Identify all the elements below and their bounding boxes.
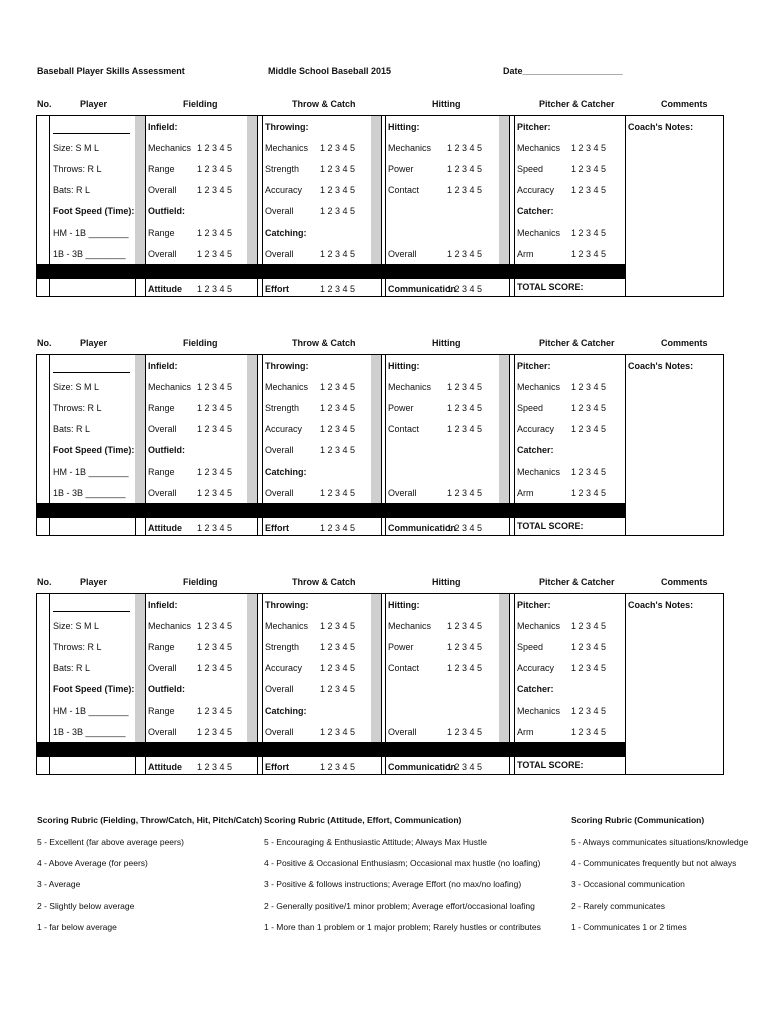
catcher-label: Catcher: <box>517 684 554 694</box>
throwing-label: Throwing: <box>265 600 309 610</box>
size-field[interactable]: Size: S M L <box>53 621 100 631</box>
size-field[interactable]: Size: S M L <box>53 382 100 392</box>
hitting-label: Hitting: <box>388 122 420 132</box>
rating-scale[interactable]: 1 2 3 4 5 <box>571 663 607 673</box>
outfield-overall-label: Overall <box>148 488 177 498</box>
rating-scale[interactable]: 1 2 3 4 5 <box>320 621 356 631</box>
rating-scale[interactable]: 1 2 3 4 5 <box>197 185 233 195</box>
pitcher-mechanics-label: Mechanics <box>517 621 561 631</box>
rating-scale[interactable]: 1 2 3 4 5 <box>447 382 483 392</box>
hitting-contact-label: Contact <box>388 663 420 673</box>
1b-3b-time-field[interactable]: 1B - 3B ________ <box>53 488 126 498</box>
coach-notes-label: Coach's Notes: <box>628 600 694 610</box>
total-score-label: TOTAL SCORE: <box>517 760 584 770</box>
rating-scale[interactable]: 1 2 3 4 5 <box>320 164 356 174</box>
player-assessment-form <box>0 99 770 315</box>
rating-scale[interactable]: 1 2 3 4 5 <box>197 706 233 716</box>
outfield-overall-label: Overall <box>148 249 177 259</box>
rubric-item: 3 - Positive & follows instructions; Average Effort (no max/no loafing) <box>264 879 522 889</box>
rating-scale[interactable]: 1 2 3 4 5 <box>447 663 483 673</box>
throwing-overall-label: Overall <box>265 684 294 694</box>
rubric-item: 5 - Excellent (far above average peers) <box>37 837 184 847</box>
col-player: Player <box>80 338 108 348</box>
hitting-overall-label: Overall <box>388 727 417 737</box>
rating-scale[interactable]: 1 2 3 4 5 <box>197 382 233 392</box>
rating-scale[interactable]: 1 2 3 4 5 <box>197 284 233 294</box>
rating-scale[interactable]: 1 2 3 4 5 <box>320 727 356 737</box>
catching-overall-label: Overall <box>265 249 294 259</box>
rubric-title: Scoring Rubric (Fielding, Throw/Catch, Hit, Pitch/Catch) <box>37 815 263 825</box>
coach-notes-label: Coach's Notes: <box>628 122 694 132</box>
rating-scale[interactable]: 1 2 3 4 5 <box>447 164 483 174</box>
hm-1b-time-field[interactable]: HM - 1B ________ <box>53 228 129 238</box>
pitcher-speed-label: Speed <box>517 642 544 652</box>
effort-label: Effort <box>265 284 289 294</box>
col-pitcher-catcher: Pitcher & Catcher <box>539 338 615 348</box>
assessment-grid <box>36 354 724 536</box>
rating-scale[interactable]: 1 2 3 4 5 <box>320 382 356 392</box>
rubric-item: 5 - Encouraging & Enthusiastic Attitude; Always Max Hustle <box>264 837 488 847</box>
foot-speed-label: Foot Speed (Time): <box>53 206 135 216</box>
col-fielding: Fielding <box>183 338 218 348</box>
col-comments: Comments <box>661 338 708 348</box>
col-throw-catch: Throw & Catch <box>292 338 356 348</box>
rating-scale[interactable]: 1 2 3 4 5 <box>197 621 233 631</box>
hm-1b-time-field[interactable]: HM - 1B ________ <box>53 467 129 477</box>
rubric-item: 4 - Above Average (for peers) <box>37 858 148 868</box>
throws-field[interactable]: Throws: R L <box>53 642 102 652</box>
rating-scale[interactable]: 1 2 3 4 5 <box>197 727 233 737</box>
rubric-item: 2 - Rarely communicates <box>571 901 666 911</box>
coach-notes-label: Coach's Notes: <box>628 361 694 371</box>
form-subtitle: Middle School Baseball 2015 <box>268 66 392 76</box>
col-comments: Comments <box>661 99 708 109</box>
rubric-item: 2 - Slightly below average <box>37 901 135 911</box>
total-score-label: TOTAL SCORE: <box>517 282 584 292</box>
rating-scale[interactable]: 1 2 3 4 5 <box>571 467 607 477</box>
rating-scale[interactable]: 1 2 3 4 5 <box>197 249 233 259</box>
hitting-label: Hitting: <box>388 600 420 610</box>
page-header <box>0 66 770 80</box>
fielding-mechanics-label: Mechanics <box>148 621 192 631</box>
bats-field[interactable]: Bats: R L <box>53 185 91 195</box>
hitting-mechanics-label: Mechanics <box>388 621 432 631</box>
rating-scale[interactable]: 1 2 3 4 5 <box>197 164 233 174</box>
outfield-label: Outfield: <box>148 206 185 216</box>
rubric-item: 4 - Communicates frequently but not always <box>571 858 737 868</box>
hitting-power-label: Power <box>388 403 414 413</box>
fielding-mechanics-label: Mechanics <box>148 382 192 392</box>
catching-overall-label: Overall <box>265 727 294 737</box>
rating-scale[interactable]: 1 2 3 4 5 <box>571 185 607 195</box>
player-assessment-form <box>0 577 770 793</box>
rubric-title: Scoring Rubric (Communication) <box>571 815 705 825</box>
rubric-item: 3 - Occasional communication <box>571 879 685 889</box>
catching-label: Catching: <box>265 228 307 238</box>
player-assessment-form <box>0 338 770 554</box>
communication-label: Communication <box>388 762 457 772</box>
rating-scale[interactable]: 1 2 3 4 5 <box>320 445 356 455</box>
foot-speed-label: Foot Speed (Time): <box>53 684 135 694</box>
throwing-mechanics-label: Mechanics <box>265 143 309 153</box>
rubric-item: 5 - Always communicates situations/knowledge <box>571 837 749 847</box>
catching-overall-label: Overall <box>265 488 294 498</box>
rating-scale[interactable]: 1 2 3 4 5 <box>197 143 233 153</box>
throwing-overall-label: Overall <box>265 206 294 216</box>
rating-scale[interactable]: 1 2 3 4 5 <box>571 621 607 631</box>
hitting-mechanics-label: Mechanics <box>388 382 432 392</box>
size-field[interactable]: Size: S M L <box>53 143 100 153</box>
column-headers <box>0 99 770 115</box>
pitcher-mechanics-label: Mechanics <box>517 382 561 392</box>
rating-scale[interactable]: 1 2 3 4 5 <box>447 642 483 652</box>
rating-scale[interactable]: 1 2 3 4 5 <box>447 621 483 631</box>
rating-scale[interactable]: 1 2 3 4 5 <box>571 727 607 737</box>
throwing-overall-label: Overall <box>265 445 294 455</box>
rating-scale[interactable]: 1 2 3 4 5 <box>447 424 483 434</box>
infield-label: Infield: <box>148 122 178 132</box>
col-player: Player <box>80 577 108 587</box>
col-pitcher-catcher: Pitcher & Catcher <box>539 577 615 587</box>
rubric-title: Scoring Rubric (Attitude, Effort, Communication) <box>264 815 462 825</box>
throwing-strength-label: Strength <box>265 403 300 413</box>
effort-label: Effort <box>265 523 289 533</box>
fielding-range-label: Range <box>148 164 175 174</box>
attitude-label: Attitude <box>148 523 182 533</box>
column-headers <box>0 338 770 354</box>
rating-scale[interactable]: 1 2 3 4 5 <box>571 249 607 259</box>
date-field[interactable]: Date____________________ <box>503 66 623 76</box>
assessment-grid <box>36 593 724 775</box>
fielding-range-label: Range <box>148 642 175 652</box>
rating-scale[interactable]: 1 2 3 4 5 <box>571 642 607 652</box>
outfield-range-label: Range <box>148 467 175 477</box>
col-pitcher-catcher: Pitcher & Catcher <box>539 99 615 109</box>
catcher-label: Catcher: <box>517 445 554 455</box>
rating-scale[interactable]: 1 2 3 4 5 <box>197 663 233 673</box>
fielding-range-label: Range <box>148 403 175 413</box>
rating-scale[interactable]: 1 2 3 4 5 <box>447 143 483 153</box>
communication-label: Communication <box>388 523 457 533</box>
bats-field[interactable]: Bats: R L <box>53 424 91 434</box>
rating-scale[interactable]: 1 2 3 4 5 <box>571 403 607 413</box>
rating-scale[interactable]: 1 2 3 4 5 <box>320 663 356 673</box>
rating-scale[interactable]: 1 2 3 4 5 <box>571 228 607 238</box>
attitude-label: Attitude <box>148 284 182 294</box>
fielding-overall-label: Overall <box>148 663 177 673</box>
column-headers <box>0 577 770 593</box>
pitcher-label: Pitcher: <box>517 122 551 132</box>
infield-label: Infield: <box>148 361 178 371</box>
bats-field[interactable]: Bats: R L <box>53 663 91 673</box>
fielding-mechanics-label: Mechanics <box>148 143 192 153</box>
pitcher-accuracy-label: Accuracy <box>517 663 555 673</box>
fielding-overall-label: Overall <box>148 424 177 434</box>
throws-field[interactable]: Throws: R L <box>53 164 102 174</box>
hitting-overall-label: Overall <box>388 488 417 498</box>
outfield-range-label: Range <box>148 706 175 716</box>
hitting-mechanics-label: Mechanics <box>388 143 432 153</box>
col-fielding: Fielding <box>183 577 218 587</box>
pitcher-label: Pitcher: <box>517 600 551 610</box>
infield-label: Infield: <box>148 600 178 610</box>
col-comments: Comments <box>661 577 708 587</box>
hitting-power-label: Power <box>388 642 414 652</box>
throwing-accuracy-label: Accuracy <box>265 424 303 434</box>
rating-scale[interactable]: 1 2 3 4 5 <box>197 228 233 238</box>
rating-scale[interactable]: 1 2 3 4 5 <box>320 403 356 413</box>
player-name-line[interactable] <box>53 372 130 373</box>
rating-scale[interactable]: 1 2 3 4 5 <box>197 467 233 477</box>
total-score-label: TOTAL SCORE: <box>517 521 584 531</box>
attitude-label: Attitude <box>148 762 182 772</box>
rating-scale[interactable]: 1 2 3 4 5 <box>197 488 233 498</box>
rating-scale[interactable]: 1 2 3 4 5 <box>447 727 483 737</box>
1b-3b-time-field[interactable]: 1B - 3B ________ <box>53 727 126 737</box>
hitting-contact-label: Contact <box>388 185 420 195</box>
assessment-grid <box>36 115 724 297</box>
throwing-mechanics-label: Mechanics <box>265 621 309 631</box>
catching-label: Catching: <box>265 467 307 477</box>
rating-scale[interactable]: 1 2 3 4 5 <box>571 488 607 498</box>
rubric-item: 2 - Generally positive/1 minor problem; Average effort/occasional loafing <box>264 901 535 911</box>
rating-scale[interactable]: 1 2 3 4 5 <box>197 403 233 413</box>
pitcher-speed-label: Speed <box>517 403 544 413</box>
rating-scale[interactable]: 1 2 3 4 5 <box>447 284 483 294</box>
rating-scale[interactable]: 1 2 3 4 5 <box>447 403 483 413</box>
rating-scale[interactable]: 1 2 3 4 5 <box>447 488 483 498</box>
hm-1b-time-field[interactable]: HM - 1B ________ <box>53 706 129 716</box>
catcher-mechanics-label: Mechanics <box>517 228 561 238</box>
rating-scale[interactable]: 1 2 3 4 5 <box>320 642 356 652</box>
col-hitting: Hitting <box>432 99 461 109</box>
rating-scale[interactable]: 1 2 3 4 5 <box>197 424 233 434</box>
catcher-arm-label: Arm <box>517 249 534 259</box>
rating-scale[interactable]: 1 2 3 4 5 <box>197 642 233 652</box>
player-name-line[interactable] <box>53 133 130 134</box>
rating-scale[interactable]: 1 2 3 4 5 <box>197 523 233 533</box>
rubric-item: 1 - More than 1 problem or 1 major problem; Rarely hustles or contributes <box>264 922 541 932</box>
throwing-strength-label: Strength <box>265 164 300 174</box>
rating-scale[interactable]: 1 2 3 4 5 <box>571 424 607 434</box>
hitting-power-label: Power <box>388 164 414 174</box>
rating-scale[interactable]: 1 2 3 4 5 <box>320 143 356 153</box>
col-throw-catch: Throw & Catch <box>292 99 356 109</box>
catching-label: Catching: <box>265 706 307 716</box>
outfield-overall-label: Overall <box>148 727 177 737</box>
throws-field[interactable]: Throws: R L <box>53 403 102 413</box>
pitcher-accuracy-label: Accuracy <box>517 424 555 434</box>
col-no: No. <box>37 338 52 348</box>
hitting-contact-label: Contact <box>388 424 420 434</box>
throwing-mechanics-label: Mechanics <box>265 382 309 392</box>
rating-scale[interactable]: 1 2 3 4 5 <box>320 684 356 694</box>
outfield-label: Outfield: <box>148 445 185 455</box>
effort-label: Effort <box>265 762 289 772</box>
hitting-label: Hitting: <box>388 361 420 371</box>
rating-scale[interactable]: 1 2 3 4 5 <box>447 185 483 195</box>
catcher-mechanics-label: Mechanics <box>517 467 561 477</box>
col-throw-catch: Throw & Catch <box>292 577 356 587</box>
catcher-arm-label: Arm <box>517 488 534 498</box>
communication-label: Communication <box>388 284 457 294</box>
pitcher-speed-label: Speed <box>517 164 544 174</box>
rating-scale[interactable]: 1 2 3 4 5 <box>571 706 607 716</box>
rating-scale[interactable]: 1 2 3 4 5 <box>571 382 607 392</box>
fielding-overall-label: Overall <box>148 185 177 195</box>
1b-3b-time-field[interactable]: 1B - 3B ________ <box>53 249 126 259</box>
col-hitting: Hitting <box>432 577 461 587</box>
throwing-label: Throwing: <box>265 122 309 132</box>
rubric-item: 4 - Positive & Occasional Enthusiasm; Occasional max hustle (no loafing) <box>264 858 541 868</box>
throwing-strength-label: Strength <box>265 642 300 652</box>
col-no: No. <box>37 99 52 109</box>
throwing-accuracy-label: Accuracy <box>265 663 303 673</box>
rating-scale[interactable]: 1 2 3 4 5 <box>571 143 607 153</box>
catcher-label: Catcher: <box>517 206 554 216</box>
hitting-overall-label: Overall <box>388 249 417 259</box>
rating-scale[interactable]: 1 2 3 4 5 <box>320 762 356 772</box>
outfield-range-label: Range <box>148 228 175 238</box>
catcher-arm-label: Arm <box>517 727 534 737</box>
rating-scale[interactable]: 1 2 3 4 5 <box>447 762 483 772</box>
rating-scale[interactable]: 1 2 3 4 5 <box>320 488 356 498</box>
foot-speed-label: Foot Speed (Time): <box>53 445 135 455</box>
catcher-mechanics-label: Mechanics <box>517 706 561 716</box>
rating-scale[interactable]: 1 2 3 4 5 <box>447 523 483 533</box>
pitcher-label: Pitcher: <box>517 361 551 371</box>
rating-scale[interactable]: 1 2 3 4 5 <box>447 249 483 259</box>
rubric-item: 3 - Average <box>37 879 81 889</box>
pitcher-accuracy-label: Accuracy <box>517 185 555 195</box>
throwing-accuracy-label: Accuracy <box>265 185 303 195</box>
rating-scale[interactable]: 1 2 3 4 5 <box>320 206 356 216</box>
rating-scale[interactable]: 1 2 3 4 5 <box>320 185 356 195</box>
col-player: Player <box>80 99 108 109</box>
col-hitting: Hitting <box>432 338 461 348</box>
pitcher-mechanics-label: Mechanics <box>517 143 561 153</box>
rating-scale[interactable]: 1 2 3 4 5 <box>320 523 356 533</box>
rating-scale[interactable]: 1 2 3 4 5 <box>320 284 356 294</box>
rating-scale[interactable]: 1 2 3 4 5 <box>571 164 607 174</box>
rubric-item: 1 - Communicates 1 or 2 times <box>571 922 687 932</box>
rating-scale[interactable]: 1 2 3 4 5 <box>320 424 356 434</box>
outfield-label: Outfield: <box>148 684 185 694</box>
col-no: No. <box>37 577 52 587</box>
throwing-label: Throwing: <box>265 361 309 371</box>
rubric-item: 1 - far below average <box>37 922 117 932</box>
form-title: Baseball Player Skills Assessment <box>37 66 185 76</box>
rating-scale[interactable]: 1 2 3 4 5 <box>197 762 233 772</box>
col-fielding: Fielding <box>183 99 218 109</box>
rating-scale[interactable]: 1 2 3 4 5 <box>320 249 356 259</box>
player-name-line[interactable] <box>53 611 130 612</box>
